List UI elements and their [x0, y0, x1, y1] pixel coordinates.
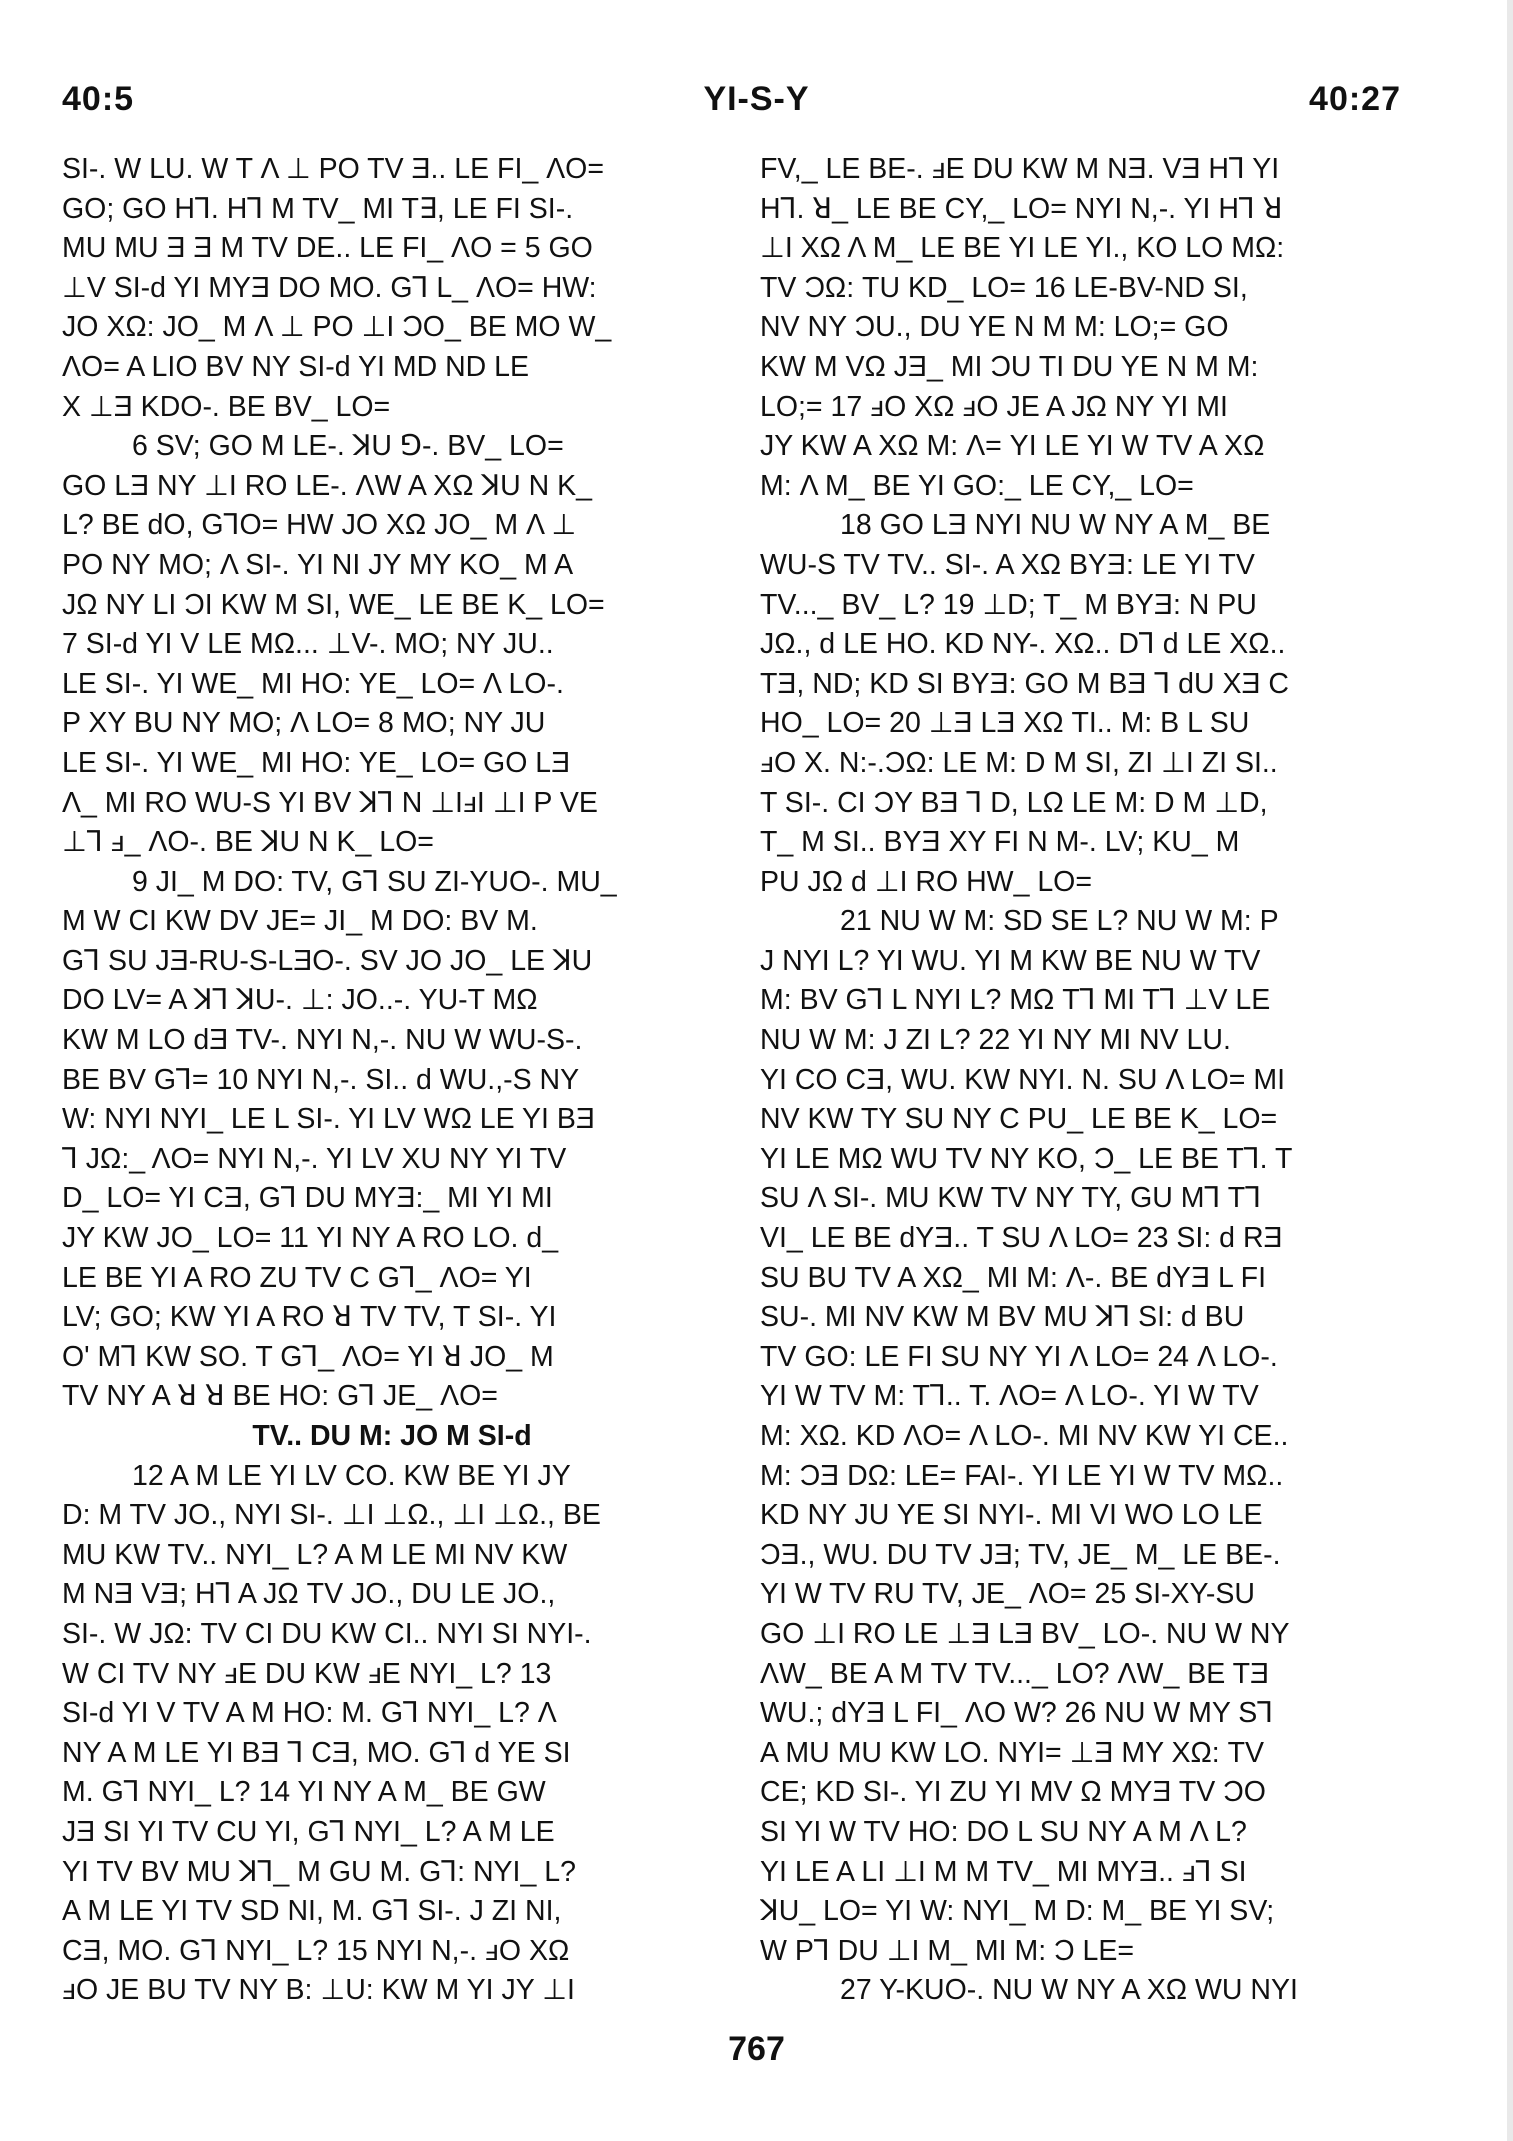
text-line: 21 NU W M: SD SE L? NU W M: P [840, 905, 1279, 938]
text-line: DO LV= A ꓘ⅂ ꓘU-. ⊥: JO..-. YU-T MΩ [62, 984, 538, 1017]
text-line: BE BV G⅂= 10 NYI N,-. SI.. d WU.,-S NY [62, 1063, 580, 1096]
text-line: Λ_ MI RO WU-S YI BV ꓘ⅂ N ⊥IⅎI ⊥I P VE [62, 786, 598, 819]
text-line: CƎ, MO. G⅂ NYI_ L? 15 NYI N,-. ⅎO XΩ [62, 1934, 570, 1967]
text-line: SI-. W LU. W T Λ ⊥ PO TV Ǝ.. LE FI_ ΛO= [62, 153, 604, 185]
text-line: LE SI-. YI WE_ MI HO: YE_ LO= Λ LO-. [62, 667, 564, 700]
text-line: LE SI-. YI WE_ MI HO: YE_ LO= GO LƎ [62, 746, 571, 779]
text-line: ΛO= A LIO BV NY SI-d YI MD ND LE [62, 350, 530, 383]
text-line: HO_ LO= 20 ⊥Ǝ LƎ XΩ TI.. M: B L SU [760, 707, 1250, 740]
text-line: T SI-. CI ƆY BƎ ⅂ D, LΩ LE M: D M ⊥D, [760, 786, 1268, 819]
text-line: SU BU TV A XΩ_ MI M: Λ-. BE dYƎ L FI [760, 1261, 1266, 1294]
text-line: ƆƎ., WU. DU TV JƎ; TV, JE_ M_ LE BE-. [760, 1538, 1281, 1571]
text-line: JY KW A XΩ M: Λ= YI LE YI W TV A XΩ [760, 430, 1265, 463]
text-line: KD NY JU YE SI NYI-. MI VI WO LO LE [760, 1499, 1263, 1532]
text-line: G⅂ SU JƎ-RU-S-LƎO-. SV JO JO_ LE ꓘU [62, 944, 593, 977]
text-line: YI W TV RU TV, JE_ ΛO= 25 SI-XY-SU [760, 1578, 1256, 1611]
text-line: GO; GO H⅂. H⅂ M TV_ MI T∃, LE FI SI-. [62, 192, 574, 225]
text-line: NU W M: J ZI L? 22 YI NY MI NV LU. [760, 1024, 1231, 1057]
text-line: WU.; dYƎ L FI_ ΛO W? 26 NU W MY S⅂ [760, 1697, 1274, 1730]
text-line: TV GO: LE FI SU NY YI Λ LO= 24 Λ LO-. [760, 1340, 1278, 1373]
text-line: M W CI KW DV JE= JI_ M DO: BV M. [62, 905, 538, 938]
text-line: J NYI L? YI WU. YI M KW BE NU W TV [760, 944, 1261, 977]
text-line: ⅎO X. N:-.ƆΩ: LE M: D M SI, ZI ⊥I ZI SI.. [760, 746, 1278, 779]
chapter-verse-end: 40:27 [1309, 80, 1401, 118]
text-line: D: M TV JO., NYI SI-. ⊥I ⊥Ω., ⊥I ⊥Ω., BE [62, 1499, 601, 1532]
text-line: M: Λ M_ BE YI GO:_ LE CY,_ LO= [760, 469, 1194, 502]
text-line: TV ƆΩ: TU KD_ LO= 16 LE-BV-ND SI, [760, 271, 1248, 304]
text-line: ꓘU_ LO= YI W: NYI_ M D: M_ BE YI SV; [760, 1895, 1275, 1928]
text-line: 9 JI_ M DO: TV, G⅂ SU ZI-YUO-. MU_ [132, 865, 617, 898]
text-line: YI TV BV MU ꓘ⅂_ M GU M. G⅂: NYI_ L? [62, 1855, 576, 1888]
text-line: LE BE YI A RO ZU TV C G⅂_ ΛO= YI [62, 1261, 532, 1294]
text-line: A MU MU KW LO. NYI= ⊥Ǝ MY XΩ: TV [760, 1736, 1265, 1769]
text-line: ⅎO JE BU TV NY B: ⊥U: KW M YI JY ⊥I [62, 1974, 575, 2007]
text-line: 12 A M LE YI LV CO. KW BE YI JY [132, 1459, 571, 1492]
text-line: W: NYI NYI_ LE L SI-. YI LV WΩ LE YI BƎ [62, 1103, 595, 1136]
text-line: PO NY MO; Λ SI-. YI NI JY MY KO_ M A [62, 548, 574, 581]
text-line: D_ LO= YI CƎ, G⅂ DU MYƎ:_ MI YI MI [62, 1182, 553, 1215]
text-line: KW M LO dƎ TV-. NYI N,-. NU W WU-S-. [62, 1024, 583, 1057]
text-line: SI-. W JΩ: TV CI DU KW CI.. NYI SI NYI-. [62, 1617, 592, 1650]
text-line: ΛW_ BE A M TV TV..._ LO? ΛW_ BE TƎ [760, 1657, 1270, 1690]
text-line: YI LE A LI ⊥I M M TV_ MI MYƎ.. ⅎ⅂ SI [760, 1855, 1247, 1888]
text-line: SU-. MI NV KW M BV MU ꓘ⅂ SI: d BU [760, 1301, 1245, 1334]
text-line: GO ⊥I RO LE ⊥Ǝ LƎ BV_ LO-. NU W NY [760, 1617, 1290, 1650]
text-line: 18 GO LƎ NYI NU W NY A M_ BE [840, 509, 1271, 542]
text-line: YI CO CƎ, WU. KW NYI. N. SU Λ LO= MI [760, 1063, 1285, 1096]
text-line: MU MU Ǝ Ǝ M TV DE.. LE FI_ ΛO = 5 GO [62, 232, 593, 265]
text-line: GO LƎ NY ⊥I RO LE-. ΛW A XΩ ꓘU N K_ [62, 469, 592, 502]
text-line: TV..._ BV_ L? 19 ⊥D; T_ M BYƎ: N PU [760, 588, 1257, 621]
text-line: WU-S TV TV.. SI-. A XΩ BYƎ: LE YI TV [760, 548, 1255, 581]
text-line: P XY BU NY MO; Λ LO= 8 MO; NY JU [62, 707, 546, 740]
text-line: ⅂ JΩ:_ ΛO= NYI N,-. YI LV XU NY YI TV [62, 1142, 567, 1175]
text-line: VI_ LE BE dYƎ.. T SU Λ LO= 23 SI: d RƎ [760, 1222, 1283, 1255]
text-line: A M LE YI TV SD NI, M. G⅂ SI-. J ZI NI, [62, 1895, 562, 1928]
text-line: JΩ., d LE HO. KD NY-. XΩ.. D⅂ d LE XΩ.. [760, 628, 1286, 661]
text-line: W CI TV NY ⅎE DU KW ⅎE NYI_ L? 13 [62, 1657, 552, 1690]
text-line: 7 SI-d YI V LE MΩ... ⊥V-. MO; NY JU.. [62, 628, 554, 661]
text-line: JY KW JO_ LO= 11 YI NY A RO LO. d_ [62, 1222, 559, 1255]
page-number: 767 [728, 2030, 785, 2068]
text-line: W P⅂ DU ⊥I M_ MI M: Ɔ LE= [760, 1934, 1135, 1967]
text-line: LV; GO; KW YI A RO ꓤ TV TV, T SI-. YI [62, 1301, 557, 1334]
text-line: JƎ SI YI TV CU YI, G⅂ NYI_ L? A M LE [62, 1815, 555, 1848]
text-line: SI-d YI V TV A M HO: M. G⅂ NYI_ L? Λ [62, 1697, 557, 1730]
left-text-column [62, 150, 722, 2011]
text-line: YI W TV M: T⅂.. T. ΛO= Λ LO-. YI W TV [760, 1380, 1259, 1413]
text-line: TV NY A ꓤ ꓤ BE HO: G⅂ JE_ ΛO= [62, 1380, 498, 1413]
text-line: MU KW TV.. NYI_ L? A M LE MI NV KW [62, 1538, 568, 1571]
text-line: L? BE dO, G⅂O= HW JO XΩ JO_ M Λ ⊥ [62, 509, 577, 542]
text-line: JΩ NY LI ƆI KW M SI, WE_ LE BE K_ LO= [62, 588, 605, 621]
text-line: ⊥I XΩ Λ M_ LE BE YI LE YI., KO LO MΩ: [760, 232, 1285, 265]
right-text-column [760, 150, 1420, 2011]
section-heading: TV.. DU M: JO M SI-d [252, 1420, 532, 1452]
text-line: TƎ, ND; KD SI BYƎ: GO M BƎ ⅂ dU XƎ C [760, 667, 1289, 700]
page-edge-shadow [1507, 0, 1513, 2141]
text-line: SU Λ SI-. MU KW TV NY TY, GU M⅂ T⅂ [760, 1182, 1262, 1215]
text-line: 27 Y-KUO-. NU W NY A XΩ WU NYI [840, 1974, 1298, 2007]
text-line: X ⊥Ǝ KDO-. BE BV_ LO= [62, 390, 391, 423]
text-line: M: BV G⅂ L NYI L? MΩ T⅂ MI T⅂ ⊥V LE [760, 984, 1271, 1017]
text-line: H⅂. ꓤ_ LE BE CY,_ LO= NYI N,-. YI H⅂ ꓤ [760, 192, 1283, 225]
text-line: SI YI W TV HO: DO L SU NY A M Λ L? [760, 1815, 1247, 1848]
text-line: ⊥V SI-d YI MYƎ DO MO. G⅂ L_ ΛO= HW: [62, 271, 597, 304]
running-title: YI-S-Y [703, 80, 810, 118]
text-line: M: ƆƎ DΩ: LE= FAI-. YI LE YI W TV MΩ.. [760, 1459, 1284, 1492]
text-line: CE; KD SI-. YI ZU YI MV Ω MYƎ TV ƆO [760, 1776, 1266, 1809]
text-line: O' M⅂ KW SO. T G⅂_ ΛO= YI ꓤ JO_ M [62, 1340, 554, 1373]
text-line: ⊥⅂ ⅎ_ ΛO-. BE ꓘU N K_ LO= [62, 826, 434, 859]
text-line: M. G⅂ NYI_ L? 14 YI NY A M_ BE GW [62, 1776, 546, 1809]
text-line: KW M VΩ JƎ_ MI ƆU TI DU YE N M M: [760, 350, 1259, 383]
text-line: M NƎ VƎ; H⅂ A JΩ TV JO., DU LE JO., [62, 1578, 556, 1611]
text-line: PU JΩ d ⊥I RO HW_ LO= [760, 865, 1092, 898]
text-line: NY A M LE YI BƎ ⅂ CƎ, MO. G⅂ d YE SI [62, 1736, 571, 1769]
text-line: M: XΩ. KD ΛO= Λ LO-. MI NV KW YI CE.. [760, 1420, 1289, 1452]
text-line: FV,_ LE BE-. ⅎE DU KW M NƎ. VƎ H⅂ YI [760, 153, 1280, 185]
text-line: NV KW TY SU NY C PU_ LE BE K_ LO= [760, 1103, 1278, 1136]
chapter-verse-start: 40:5 [62, 80, 135, 118]
text-line: LO;= 17 ⅎO XΩ ⅎO JE A JΩ NY YI MI [760, 390, 1228, 423]
text-line: JO XΩ: JO_ M Λ ⊥ PO ⊥I ƆO_ BE MO W_ [62, 311, 612, 344]
text-line: YI LE MΩ WU TV NY KO, Ɔ_ LE BE T⅂. T [760, 1142, 1293, 1175]
text-line: T_ M SI.. BYƎ XY FI N M-. LV; KU_ M [760, 826, 1240, 859]
text-line: NV NY ƆU., DU YE N M M: LO;= GO [760, 311, 1229, 344]
text-line: 6 SV; GO M LE-. ꓘU ⅁-. BV_ LO= [132, 430, 564, 463]
